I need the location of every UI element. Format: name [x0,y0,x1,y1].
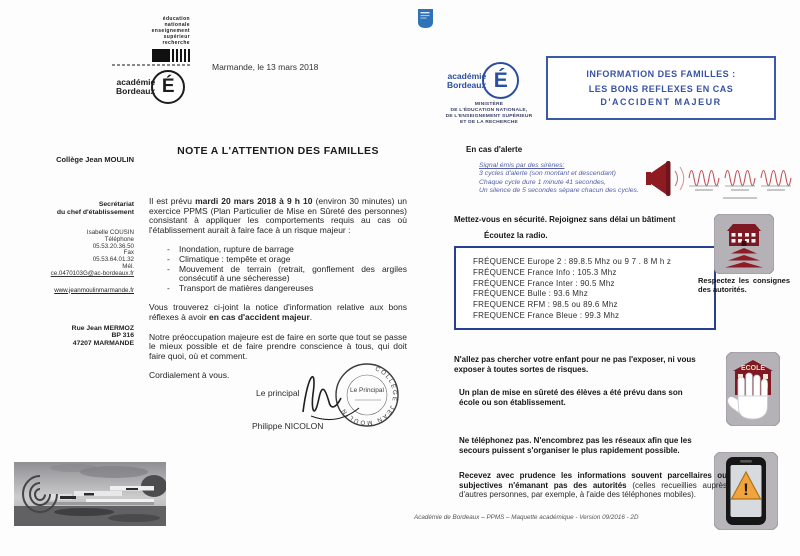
postal-address: Rue Jean MERMOZ BP 316 47207 MARMANDE [71,324,134,347]
academie-logo-text: académie Bordeaux [116,77,156,96]
logo-text-line: enseignement [151,28,190,34]
academie-e-icon: É [151,70,185,104]
handwritten-signature [303,377,341,412]
logo-text-line: nationale [164,22,190,28]
paragraph-exercise: Il est prévu mardi 20 mars 2018 à 9 h 10 (environ 30 minutes) un exercice PPMS (Plan Particulier de Mise en Sûreté des personnes) consistant à appliquer les comportements requis au cas où l'établissement aurait à faire face à un risque majeur : [149,196,407,235]
ministry-caption: MINISTÈRE DE L'ÉDUCATION NATIONALE, DE L'ENSEIGNEMENT SUPÉRIEUR ET DE LA RECHERCHE [445,102,533,125]
logo-divider [112,64,190,66]
signature-role: Le principal [256,388,300,398]
do-not-fetch-child-instruction: N'allez pas chercher votre enfant pour ne pas l'exposer, ni vous exposer à toutes sortes de risques. [454,355,696,374]
information-caution-instruction: Recevez avec prudence les informations souvent parcellaires ou subjectives n'émanant pas des autorités (celles recueillies auprès d'autres personnes, par exemple, à l'aide des téléphones mobiles). [459,471,728,500]
siren-signal-description: Signal émis par des sirènes: 3 cycles d'alerte (son montant et descendant) Chaque cycle dure 1 minute 41 secondes, Un silence de 5 secondes sépare chacun des cycles. [479,162,639,195]
information-header-box [546,56,776,120]
republique-flag-icon [112,49,190,62]
warning-exclamation: ! [743,480,749,499]
school-icon-label: ECOLE [740,365,766,372]
secretariat-label: Secrétariat du chef d'établissement [56,201,134,216]
email-address: ce.0470103G@ac-bordeaux.fr [50,269,134,277]
frequency-line: FRÉQUENCE France Info : 105.3 Mhz [473,267,617,277]
contact-name: Isabelle COUSIN [86,229,134,236]
paragraph-concern: Notre préoccupation majeure est de faire en sorte que tout se passe le mieux possible et de faire prendre conscience à tous, qui doit faire quoi, où et comment. [149,331,407,361]
list-item: - Mouvement de terrain (retrait, gonflement des argiles consécutif à une sécheresse) [179,265,407,284]
authority-building-icon [714,214,774,274]
header-line: INFORMATION DES FAMILLES : [586,68,736,79]
no-phone-instruction: Ne téléphonez pas. N'encombrez pas les réseaux afin que les secours puissent s'organiser le plus rapidement possible. [459,436,692,455]
frequency-line: FRÉQUENCE France Inter : 90.5 Mhz [473,278,615,288]
frequency-line: FRÉQUENCE Europe 2 : 89.8.5 Mhz ou 9 7 . 8 M h z [473,257,672,266]
school-building-photo [14,462,166,526]
logo-text-line: éducation [162,16,190,22]
school-name: Collège Jean MOULIN [56,155,134,164]
list-item: - Climatique : tempête et orage [179,255,407,265]
header-line: D'ACCIDENT MAJEUR [600,96,722,107]
academie-e-icon: É [482,62,519,99]
letter-title: NOTE A L'ATTENTION DES FAMILLES [177,145,379,157]
stamp-center-text: Le Principal [350,387,384,394]
risk-list [149,245,407,293]
website-url: www.jeanmoulinmarmande.fr [54,286,134,294]
respect-instruction: Respectez les consignes des autorités. [698,276,790,295]
siren-signal-icon [645,156,795,206]
dateline: Marmande, le 13 mars 2018 [212,62,319,72]
education-nationale-logo [112,16,190,66]
school-stop-hand-icon [726,352,780,426]
frequency-line: FREQUENCE France Bleue : 99.3 Mhz [473,310,620,320]
list-item: - Transport de matières dangereuses [179,284,407,294]
alert-section-title: En cas d'alerte [466,145,523,154]
phone-label: Téléphone [104,235,134,243]
safety-plan-instruction: Un plan de mise en sûreté des élèves a été prévu dans son école ou son établissement. [459,388,683,407]
department-shield-icon [417,8,434,29]
paragraph-notice: Vous trouverez ci-joint la notice d'information relative aux bons réflexes à avoir en cas d'accident majeur. [149,302,407,322]
safety-instruction: Mettez-vous en sécurité. Rejoignez sans délai un bâtiment [454,215,676,224]
mail-label: Mél. [122,262,134,270]
frequency-line: FREQUENCE RFM : 98.5 ou 89.6 Mhz [473,300,618,310]
fax-label: Fax [123,249,134,257]
closing-line: Cordialement à vous. [149,370,230,381]
list-item: - Inondation, rupture de barrage [179,245,407,255]
logo-text-line: supérieur [163,34,190,40]
document-footer: Académie de Bordeaux – PPMS – Maquette académique - Version 09/2016 - 2D [414,514,639,521]
phone-number: 05.53.20.36.50 [92,242,134,250]
radio-instruction: Écoutez la radio. [484,231,548,240]
academie-bordeaux-logo [116,70,185,104]
frequency-line: FRÉQUENCE Bulle : 93.6 Mhz [473,289,589,299]
contact-block [6,230,134,278]
sender-sidebar [6,155,134,347]
logo-text-line: recherche [162,40,190,46]
signer-name: Philippe NICOLON [252,421,324,431]
radio-frequency-box [454,246,716,330]
academie-bordeaux-logo-blue [447,62,519,99]
academie-logo-text: académie Bordeaux [447,70,487,90]
stamp-inner-ring [347,375,387,415]
fax-number: 05.53.64.01.32 [92,256,134,264]
stamp-ring-text: COLLEGE JEAN MOULIN [339,365,399,427]
header-line: LES BONS REFLEXES EN CAS [588,83,734,94]
